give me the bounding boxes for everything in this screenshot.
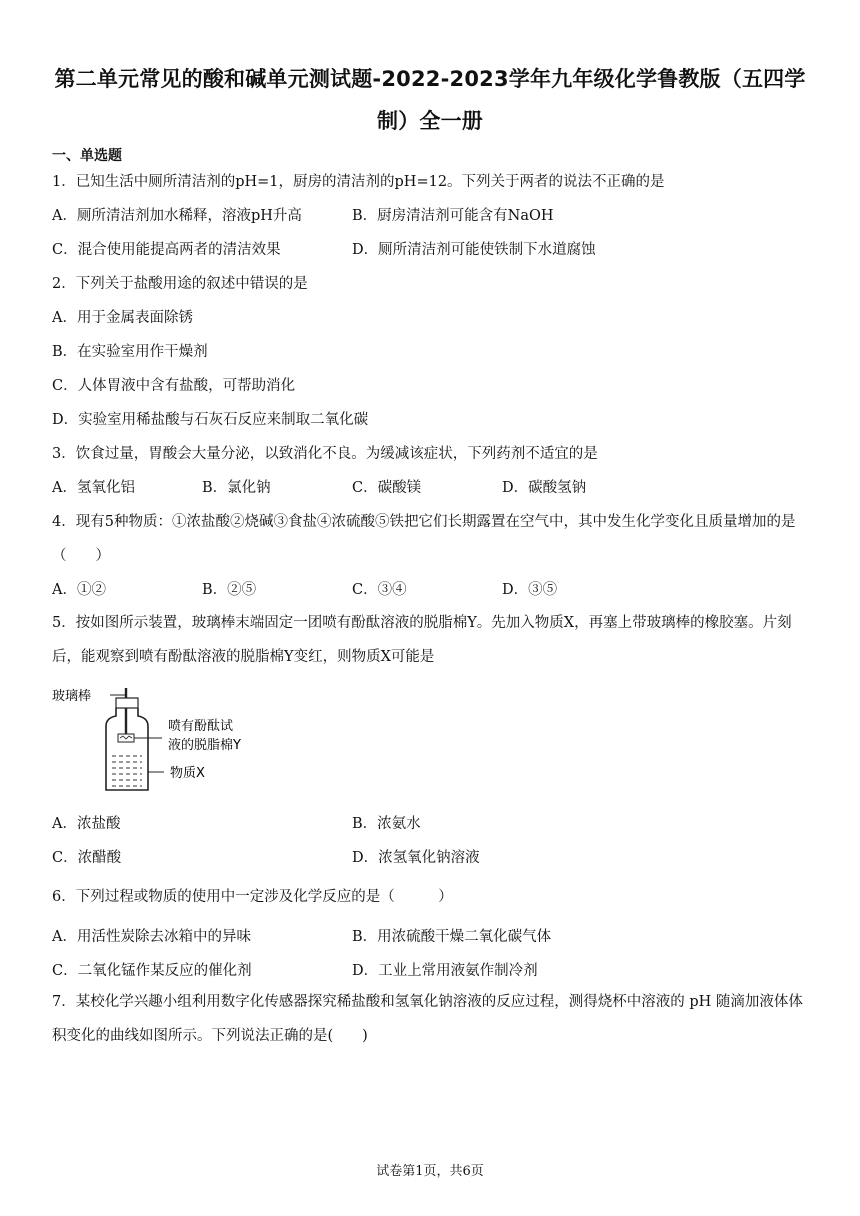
q4-option-b: B．②⑤	[202, 582, 257, 598]
q3-stem: 3．饮食过量，胃酸会大量分泌，以致消化不良。为缓减该症状，下列药剂不适宜的是	[52, 446, 598, 462]
q6-stem: 6．下列过程或物质的使用中一定涉及化学反应的是（ ）	[52, 889, 453, 905]
q6-option-d: D．工业上常用液氨作制冷剂	[352, 963, 538, 979]
q5-option-b: B．浓氨水	[352, 816, 421, 832]
substance-x-liquid	[112, 756, 142, 786]
q5-option-d: D．浓氢氧化钠溶液	[352, 850, 480, 866]
q5-option-c: C．浓醋酸	[52, 850, 122, 866]
rubber-stopper	[116, 698, 138, 708]
section-heading: 一、单选题	[52, 148, 122, 164]
q3-option-c: C．碳酸镁	[352, 480, 422, 496]
q7-stem: 7．某校化学兴趣小组利用数字化传感器探究稀盐酸和氢氧化钠溶液的反应过程，测得烧杯中溶液的 pH 随滴加液体体积变化的曲线如图所示。下列说法正确的是( )	[52, 994, 803, 1044]
label-glass-rod: 玻璃棒	[52, 689, 92, 704]
apparatus-figure	[50, 686, 280, 796]
q2-option-b: B．在实验室用作干燥剂	[52, 344, 208, 360]
q4-stem: 4．现有5种物质：①浓盐酸②烧碱③食盐④浓硫酸⑤铁把它们长期露置在空气中，其中发生化学变化且质量增加的是（ ）	[52, 514, 796, 564]
q2-stem: 2．下列关于盐酸用途的叙述中错误的是	[52, 276, 308, 292]
q4-option-d: D．③⑤	[502, 582, 558, 598]
q6-option-a: A．用活性炭除去冰箱中的异味	[52, 929, 251, 945]
q5-option-a: A．浓盐酸	[52, 816, 121, 832]
q4-option-c: C．③④	[352, 582, 407, 598]
q6-option-b: B．用浓硫酸干燥二氧化碳气体	[352, 929, 552, 945]
bottle-apparatus-diagram	[50, 686, 280, 796]
page-footer: 试卷第1页，共6页	[376, 1164, 484, 1179]
q1-stem: 1．已知生活中厕所清洁剂的pH=1，厨房的清洁剂的pH=12。下列关于两者的说法不正确的是	[52, 174, 665, 190]
q2-option-a: A．用于金属表面除锈	[52, 310, 193, 326]
document-title: 第二单元常见的酸和碱单元测试题-2022-2023学年九年级化学鲁教版（五四学制）全一册	[54, 67, 806, 133]
q3-option-a: A．氢氧化铝	[52, 480, 135, 496]
label-substance-x: 物质X	[170, 766, 205, 781]
label-cotton-line1: 喷有酚酞试	[168, 719, 234, 734]
q3-option-b: B．氯化钠	[202, 480, 271, 496]
q2-option-d: D．实验室用稀盐酸与石灰石反应来制取二氧化碳	[52, 412, 369, 428]
q1-option-c: C．混合使用能提高两者的清洁效果	[52, 242, 281, 258]
q1-option-d: D．厕所清洁剂可能使铁制下水道腐蚀	[352, 242, 596, 258]
q1-option-b: B．厨房清洁剂可能含有NaOH	[352, 208, 554, 224]
q3-option-d: D．碳酸氢钠	[502, 480, 587, 496]
q2-option-c: C．人体胃液中含有盐酸，可帮助消化	[52, 378, 296, 394]
q5-stem: 5．按如图所示装置，玻璃棒末端固定一团喷有酚酞溶液的脱脂棉Y。先加入物质X，再塞上带玻璃棒的橡胶塞。片刻后，能观察到喷有酚酞溶液的脱脂棉Y变红，则物质X可能是	[52, 615, 792, 665]
q4-option-a: A．①②	[52, 582, 106, 598]
q6-option-c: C．二氧化锰作某反应的催化剂	[52, 963, 252, 979]
q1-option-a: A．厕所清洁剂加水稀释，溶液pH升高	[52, 208, 302, 224]
label-cotton-line2: 液的脱脂棉Y	[168, 738, 241, 753]
